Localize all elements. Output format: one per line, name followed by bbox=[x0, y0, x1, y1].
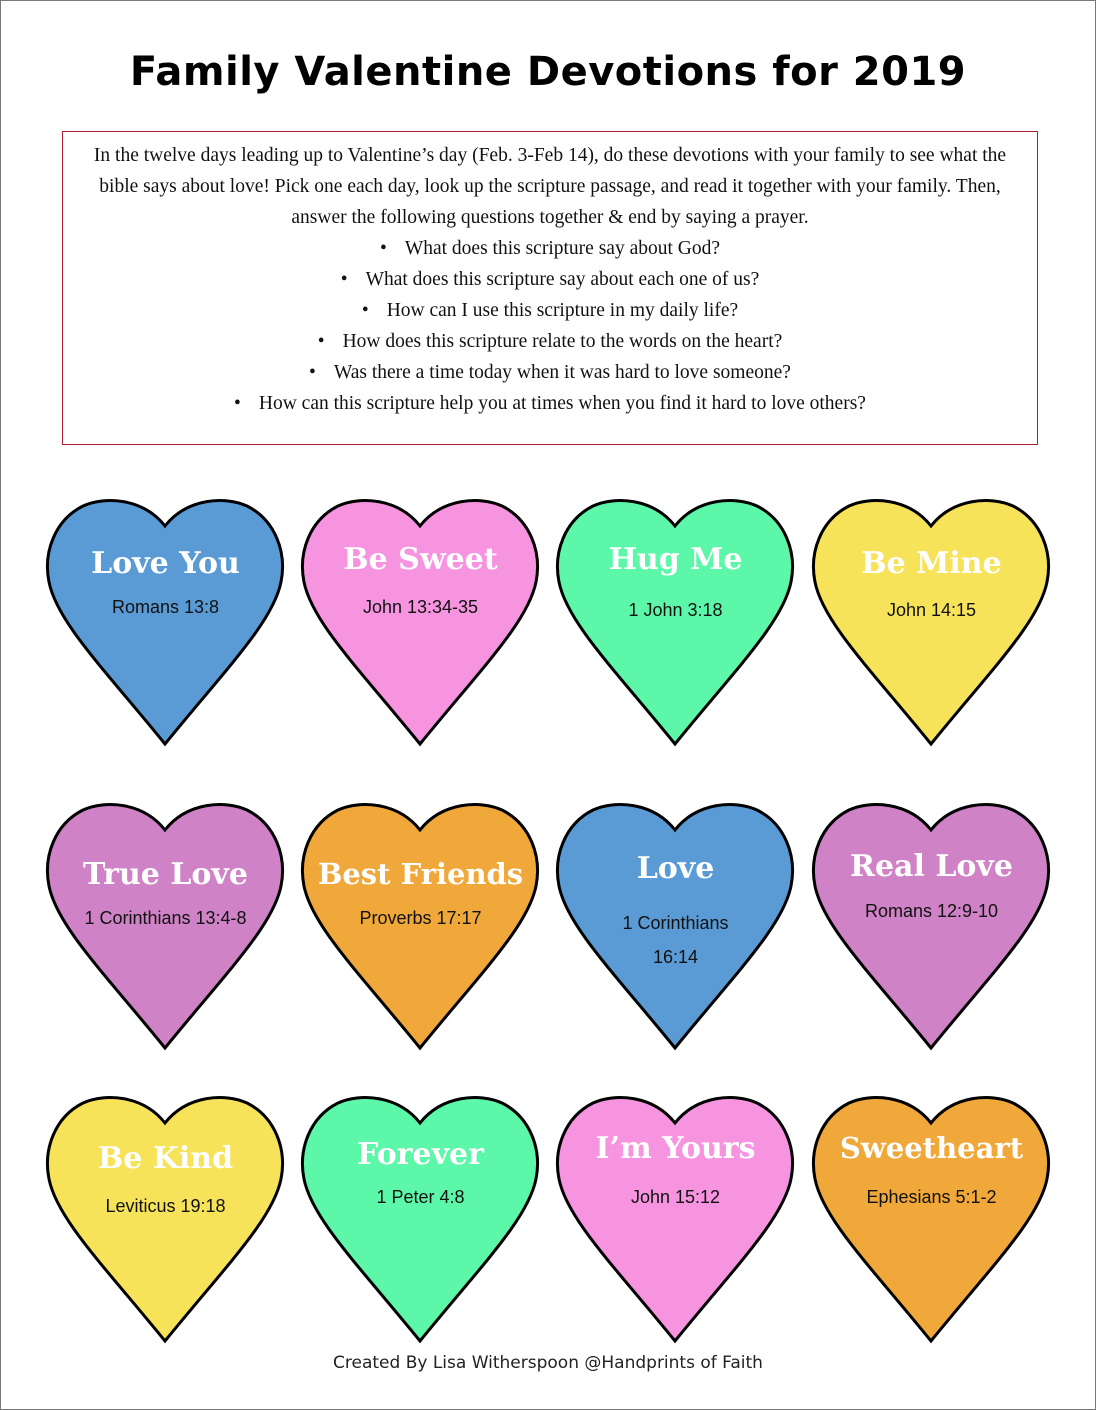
heart-shape bbox=[553, 1091, 798, 1346]
heart-shape bbox=[809, 1091, 1054, 1346]
heart-reference: 1 Corinthians 13:4-8 bbox=[84, 908, 247, 928]
heart-reference: Romans 13:8 bbox=[111, 597, 220, 617]
heart-word: Real Love bbox=[850, 849, 1013, 884]
question-item: • How can I use this scripture in my daily life? bbox=[63, 295, 1037, 326]
heart-reference: Proverbs 17:17 bbox=[359, 908, 482, 928]
heart-word: Be Sweet bbox=[343, 542, 498, 577]
heart-reference: John 15:12 bbox=[630, 1187, 721, 1207]
heart-word: Sweetheart bbox=[839, 1131, 1024, 1165]
heart-card bbox=[809, 798, 1054, 1053]
heart-shape bbox=[298, 1091, 543, 1346]
heart-reference: Romans 12:9-10 bbox=[864, 901, 999, 921]
heart-shape bbox=[809, 798, 1054, 1053]
heart-card bbox=[553, 798, 798, 1053]
instructions-paragraph: In the twelve days leading up to Valentine’s day (Feb. 3-Feb 14), do these devotions with your family to see what the bible says about love! Pick one each day, look up the scripture passage, and read it together with your family. Then, answer the following questions together & end by saying a prayer. bbox=[93, 145, 1007, 228]
heart-reference: 1 John 3:18 bbox=[628, 600, 723, 620]
heart-word: Hug Me bbox=[608, 542, 743, 577]
credit-footer: Created By Lisa Witherspoon @Handprints of Faith bbox=[333, 1353, 763, 1373]
heart-card bbox=[43, 1091, 288, 1346]
heart-shape bbox=[298, 494, 543, 749]
heart-word: Love You bbox=[91, 546, 240, 581]
heart-reference: Ephesians 5:1-2 bbox=[866, 1187, 997, 1207]
question-item: • How can this scripture help you at times when you find it hard to love others? bbox=[63, 388, 1037, 419]
question-list bbox=[63, 233, 1037, 419]
heart-reference: John 13:34-35 bbox=[362, 597, 479, 617]
heart-word: Be Kind bbox=[97, 1141, 234, 1176]
heart-shape bbox=[43, 494, 288, 749]
question-item: • What does this scripture say about each one of us? bbox=[63, 264, 1037, 295]
heart-card bbox=[809, 494, 1054, 749]
question-item: • How does this scripture relate to the words on the heart? bbox=[63, 326, 1037, 357]
question-item: • Was there a time today when it was hard to love someone? bbox=[63, 357, 1037, 388]
heart-card bbox=[298, 494, 543, 749]
heart-card bbox=[298, 798, 543, 1053]
heart-word: I’m Yours bbox=[595, 1131, 756, 1166]
heart-reference: John 14:15 bbox=[886, 600, 977, 620]
heart-word: Love bbox=[636, 851, 715, 886]
heart-reference: 1 Peter 4:8 bbox=[376, 1187, 465, 1207]
instructions-box bbox=[62, 131, 1038, 445]
heart-word: Best Friends bbox=[317, 857, 524, 891]
question-item: • What does this scripture say about God? bbox=[63, 233, 1037, 264]
heart-word: True Love bbox=[83, 857, 248, 892]
heart-card bbox=[298, 1091, 543, 1346]
heart-reference: 1 Corinthians 16:14 bbox=[622, 913, 729, 967]
heart-reference: Leviticus 19:18 bbox=[105, 1196, 226, 1216]
heart-card bbox=[553, 494, 798, 749]
heart-card bbox=[43, 494, 288, 749]
heart-card bbox=[553, 1091, 798, 1346]
page-title: Family Valentine Devotions for 2019 bbox=[129, 49, 967, 95]
heart-card bbox=[809, 1091, 1054, 1346]
heart-word: Be Mine bbox=[861, 546, 1002, 581]
heart-card bbox=[43, 798, 288, 1053]
heart-word: Forever bbox=[357, 1137, 484, 1172]
